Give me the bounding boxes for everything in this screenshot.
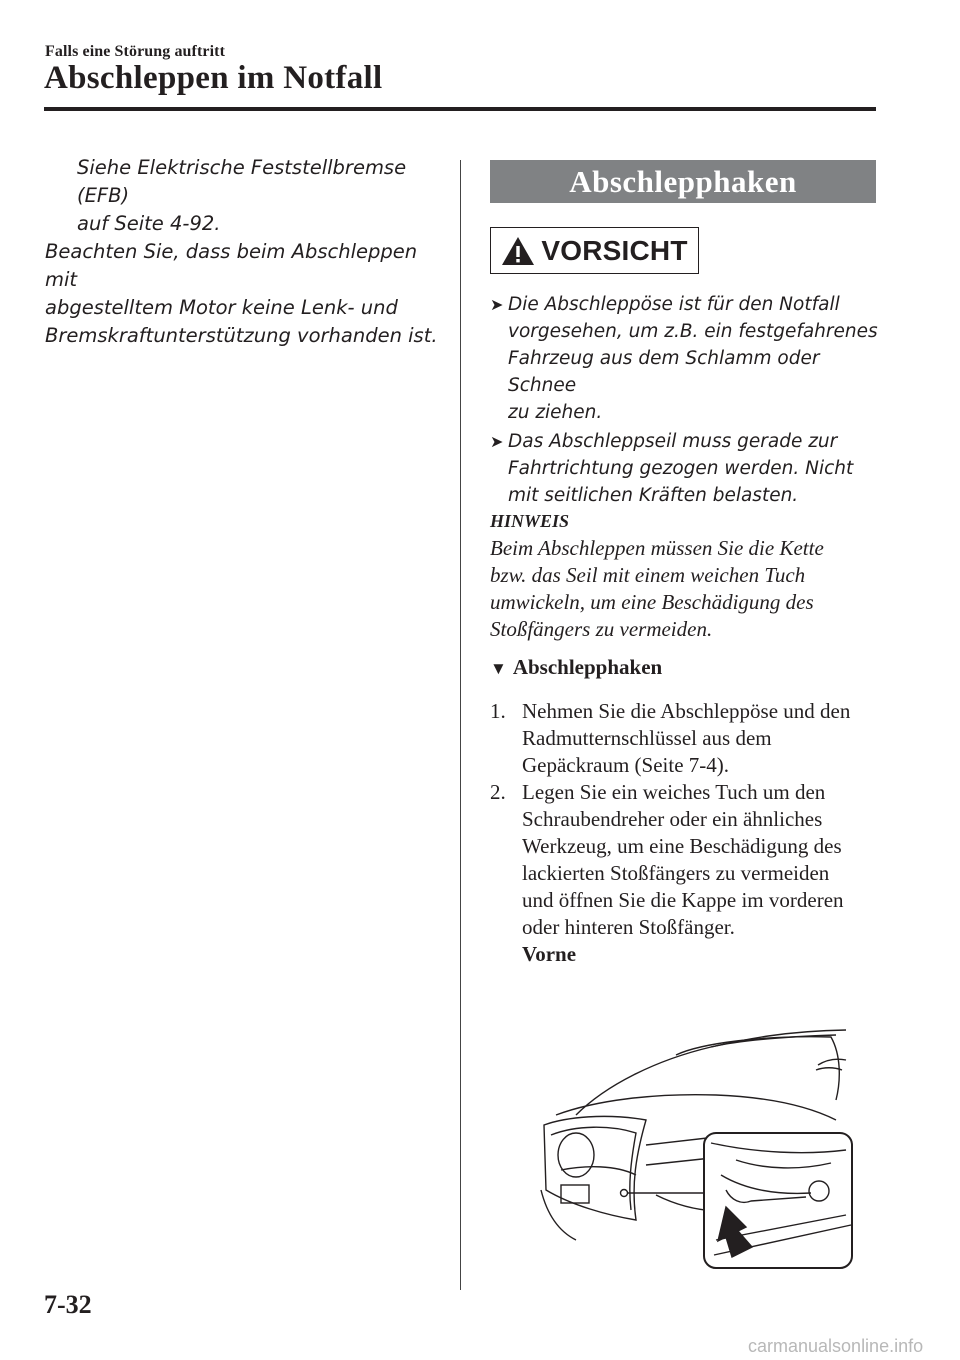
caution-item bbox=[490, 291, 890, 426]
car-front-illustration bbox=[536, 1025, 856, 1273]
column-divider bbox=[460, 160, 461, 1290]
caution-label: VORSICHT bbox=[541, 234, 688, 266]
caution-list bbox=[490, 291, 890, 511]
caution-item bbox=[490, 428, 890, 509]
page-title: Abschleppen im Notfall bbox=[44, 60, 383, 96]
warning-triangle-icon bbox=[501, 236, 535, 266]
note-title: HINWEIS bbox=[490, 511, 570, 531]
step-item bbox=[490, 698, 890, 779]
steps-list bbox=[490, 698, 890, 968]
subsection-title: Abschlepphaken bbox=[512, 655, 663, 679]
arrow-bullet-icon: ➤ bbox=[490, 432, 504, 451]
step-text: Legen Sie ein weiches Tuch um den Schraubendreher oder ein ähnliches Werkzeug, um eine Beschädigung des lackierten Stoßfängers zu vermeiden und öffnen Sie die Kappe im vorderen oder hinteren Stoßfänger. bbox=[522, 780, 844, 939]
page-number: 7-32 bbox=[44, 1290, 92, 1319]
subsection-heading bbox=[490, 655, 662, 680]
breadcrumb: Falls eine Störung auftritt bbox=[45, 43, 226, 60]
caution-item-text: Die Abschleppöse ist für den Notfall vorgesehen, um z.B. ein festgefahrenes Fahrzeug aus dem Schlamm oder Schnee zu ziehen. bbox=[508, 294, 878, 423]
arrow-bullet-icon: ➤ bbox=[490, 295, 504, 314]
caution-item-text: Das Abschleppseil muss gerade zur Fahrtrichtung gezogen werden. Nicht mit seitlichen Kräften belasten. bbox=[508, 431, 854, 506]
step-number: 1. bbox=[490, 699, 506, 723]
note-block bbox=[490, 508, 880, 643]
triangle-down-icon: ▼ bbox=[490, 659, 507, 678]
title-divider bbox=[44, 107, 876, 111]
left-column bbox=[45, 154, 445, 350]
step-text: Nehmen Sie die Abschleppöse und den Radmutternschlüssel aus dem Gepäckraum (Seite 7-4). bbox=[522, 699, 851, 777]
note-text: Beim Abschleppen müssen Sie die Kette bzw. das Seil mit einem weichen Tuch umwickeln, um eine Beschädigung des Stoßfängers zu vermeiden. bbox=[490, 536, 824, 641]
step-item bbox=[490, 779, 890, 968]
section-header: Abschlepphaken bbox=[490, 160, 876, 203]
step-sublabel: Vorne bbox=[522, 942, 577, 966]
paragraph-text: Beachten Sie, dass beim Abschleppen mit abgestelltem Motor keine Lenk- und Bremskraftunterstützung vorhanden ist. bbox=[45, 240, 438, 347]
caution-box bbox=[490, 227, 699, 274]
watermark: carmanualsonline.info bbox=[748, 1336, 924, 1356]
reference-text: Siehe Elektrische Feststellbremse (EFB) auf Seite 4-92. bbox=[77, 156, 407, 235]
step-number: 2. bbox=[490, 780, 506, 804]
